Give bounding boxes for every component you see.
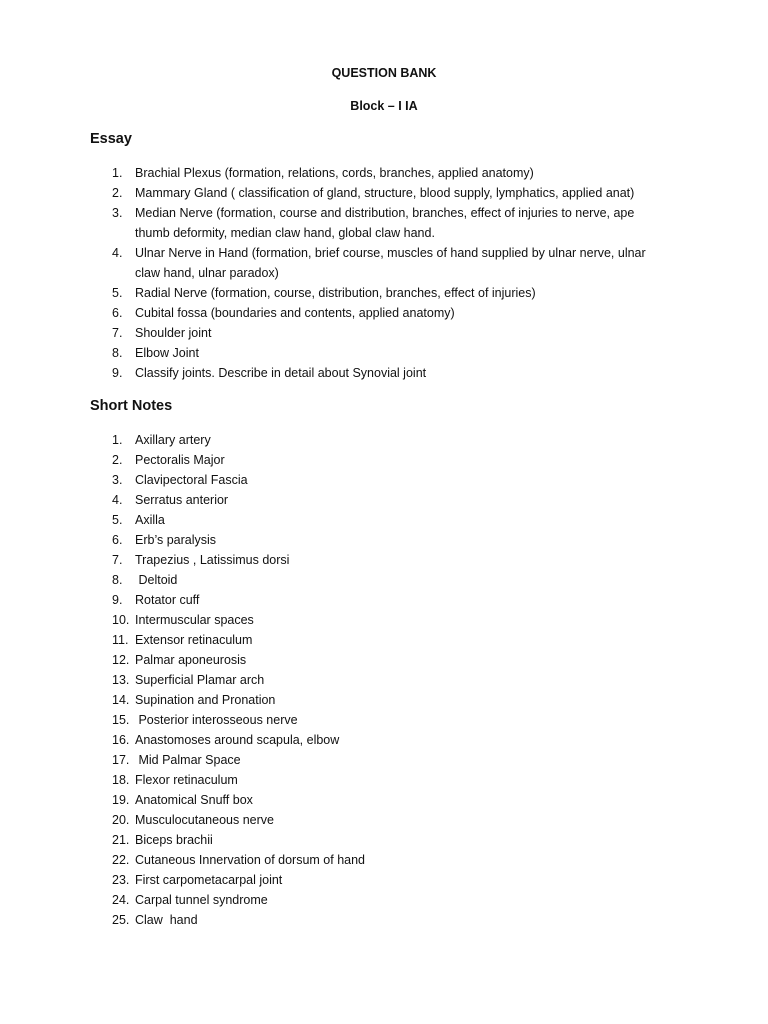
essay-item	[0, 303, 768, 323]
essay-item-text: Ulnar Nerve in Hand (formation, brief course, muscles of hand supplied by ulnar nerve, ulnar claw hand, ulnar paradox)	[135, 246, 646, 280]
short-note-item	[0, 690, 768, 710]
essay-question-list	[0, 163, 768, 383]
short-note-item	[0, 790, 768, 810]
essay-item-number: 2.	[112, 186, 123, 200]
short-note-item	[0, 530, 768, 550]
essay-item-number: 4.	[112, 246, 123, 260]
short-note-number: 11.	[112, 633, 129, 647]
short-note-number: 22.	[112, 853, 130, 867]
short-note-number: 24.	[112, 893, 130, 907]
short-note-item	[0, 610, 768, 630]
short-note-text: Clavipectoral Fascia	[135, 473, 248, 487]
short-note-number: 20.	[112, 813, 130, 827]
essay-item	[0, 363, 768, 383]
short-note-text: Superficial Plamar arch	[135, 673, 265, 687]
short-note-item	[0, 670, 768, 690]
document-subtitle: Block – I IA	[350, 99, 418, 113]
essay-item-number: 1.	[112, 166, 123, 180]
essay-item-number: 5.	[112, 286, 123, 300]
essay-item-text: Radial Nerve (formation, course, distribution, branches, effect of injuries)	[135, 286, 536, 300]
short-note-number: 21.	[112, 833, 130, 847]
short-note-item	[0, 750, 768, 770]
short-note-item	[0, 550, 768, 570]
short-note-text: Deltoid	[135, 573, 178, 587]
short-note-text: Carpal tunnel syndrome	[135, 893, 268, 907]
short-note-text: First carpometacarpal joint	[135, 873, 283, 887]
essay-item	[0, 283, 768, 303]
essay-item-number: 7.	[112, 326, 123, 340]
short-note-number: 5.	[112, 513, 123, 527]
short-notes-heading: Short Notes	[90, 398, 173, 414]
short-note-text: Anastomoses around scapula, elbow	[135, 733, 340, 747]
short-notes-list	[0, 430, 768, 930]
short-note-item	[0, 870, 768, 890]
short-note-text: Palmar aponeurosis	[135, 653, 247, 667]
short-note-item	[0, 650, 768, 670]
essay-heading: Essay	[90, 131, 132, 147]
short-note-number: 16.	[112, 733, 130, 747]
short-note-text: Trapezius , Latissimus dorsi	[135, 553, 290, 567]
short-note-item	[0, 450, 768, 470]
short-note-number: 4.	[112, 493, 123, 507]
short-note-text: Musculocutaneous nerve	[135, 813, 274, 827]
short-note-text: Anatomical Snuff box	[135, 793, 253, 807]
essay-item	[0, 203, 768, 243]
short-note-text: Serratus anterior	[135, 493, 229, 507]
short-note-item	[0, 470, 768, 490]
essay-item-text: Classify joints. Describe in detail about Synovial joint	[135, 366, 427, 380]
short-note-number: 19.	[112, 793, 130, 807]
short-note-item	[0, 910, 768, 930]
short-note-number: 17.	[112, 753, 130, 767]
short-note-item	[0, 850, 768, 870]
short-note-text: Axillary artery	[135, 433, 211, 447]
essay-item	[0, 323, 768, 343]
short-note-text: Posterior interosseous nerve	[135, 713, 298, 727]
short-note-text: Claw hand	[135, 913, 198, 927]
short-note-number: 15.	[112, 713, 130, 727]
short-note-text: Extensor retinaculum	[135, 633, 253, 647]
short-note-item	[0, 830, 768, 850]
essay-item-text: Cubital fossa (boundaries and contents, applied anatomy)	[135, 306, 455, 320]
short-note-item	[0, 590, 768, 610]
essay-item-text: Median Nerve (formation, course and distribution, branches, effect of injuries to nerve, ape thumb deformity, median claw hand, global claw hand.	[135, 206, 635, 240]
short-note-item	[0, 630, 768, 650]
short-note-text: Rotator cuff	[135, 593, 200, 607]
short-note-text: Pectoralis Major	[135, 453, 225, 467]
short-note-text: Biceps brachii	[135, 833, 213, 847]
essay-item-number: 8.	[112, 346, 123, 360]
short-note-text: Erb’s paralysis	[135, 533, 217, 547]
short-note-number: 3.	[112, 473, 123, 487]
short-note-number: 10.	[112, 613, 130, 627]
essay-item-number: 3.	[112, 206, 123, 220]
essay-item	[0, 343, 768, 363]
short-note-number: 6.	[112, 533, 123, 547]
short-note-text: Intermuscular spaces	[135, 613, 254, 627]
short-note-item	[0, 810, 768, 830]
short-note-number: 14.	[112, 693, 130, 707]
short-note-item	[0, 490, 768, 510]
short-note-text: Mid Palmar Space	[135, 753, 241, 767]
short-note-item	[0, 710, 768, 730]
short-note-item	[0, 570, 768, 590]
document-title: QUESTION BANK	[331, 66, 437, 80]
short-note-item	[0, 770, 768, 790]
essay-item-number: 9.	[112, 366, 123, 380]
essay-item	[0, 183, 768, 203]
short-note-number: 2.	[112, 453, 123, 467]
essay-item-text: Elbow Joint	[135, 346, 199, 360]
short-note-number: 23.	[112, 873, 130, 887]
short-note-number: 1.	[112, 433, 123, 447]
short-note-number: 25.	[112, 913, 130, 927]
short-note-item	[0, 890, 768, 910]
short-note-number: 18.	[112, 773, 130, 787]
short-note-text: Supination and Pronation	[135, 693, 276, 707]
short-note-number: 9.	[112, 593, 123, 607]
essay-item	[0, 243, 768, 283]
essay-item-text: Shoulder joint	[135, 326, 212, 340]
short-note-item	[0, 510, 768, 530]
short-note-number: 8.	[112, 573, 123, 587]
short-note-number: 7.	[112, 553, 123, 567]
short-note-text: Cutaneous Innervation of dorsum of hand	[135, 853, 366, 867]
short-note-text: Flexor retinaculum	[135, 773, 238, 787]
short-note-item	[0, 730, 768, 750]
essay-item	[0, 163, 768, 183]
short-note-item	[0, 430, 768, 450]
short-note-number: 12.	[112, 653, 130, 667]
essay-item-number: 6.	[112, 306, 123, 320]
essay-item-text: Brachial Plexus (formation, relations, cords, branches, applied anatomy)	[135, 166, 534, 180]
short-note-text: Axilla	[135, 513, 165, 527]
short-note-number: 13.	[112, 673, 130, 687]
essay-item-text: Mammary Gland ( classification of gland, structure, blood supply, lymphatics, applied anat)	[135, 186, 635, 200]
